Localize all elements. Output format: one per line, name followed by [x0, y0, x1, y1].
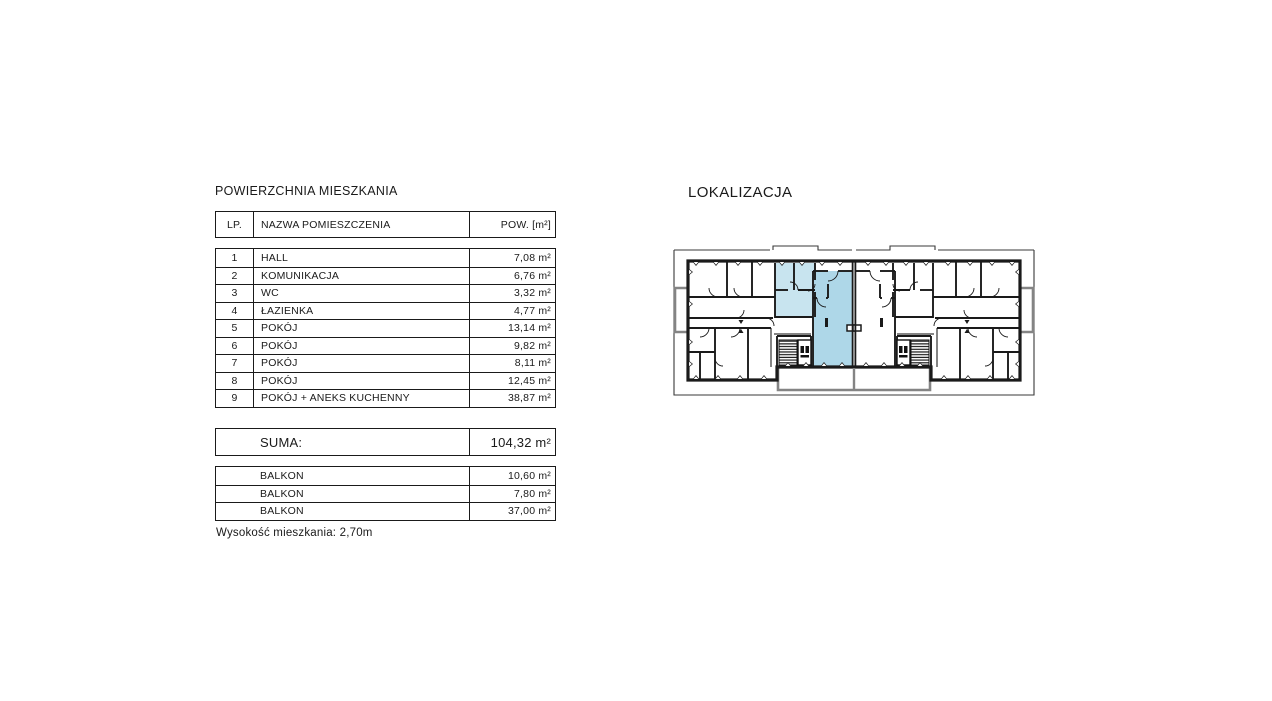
- suma-value: 104,32 m²: [490, 434, 551, 450]
- cell-area: 13,14 m²: [507, 322, 551, 335]
- cell-area: 9,82 m²: [514, 339, 551, 352]
- table-row: [216, 267, 555, 285]
- cell-name: ŁAZIENKA: [254, 303, 470, 320]
- balcony-name: BALKON: [216, 467, 470, 485]
- cell-lp: 2: [216, 268, 254, 285]
- location-title: LOKALIZACJA: [688, 184, 793, 201]
- area-table-body: [215, 248, 556, 408]
- table-row: [216, 319, 555, 337]
- cell-lp: 6: [216, 338, 254, 355]
- balcony-area: 7,80 m²: [514, 487, 551, 500]
- cell-name: WC: [254, 285, 470, 302]
- elevator: [798, 340, 811, 365]
- suma-row: [215, 428, 556, 456]
- table-row: [216, 354, 555, 372]
- building-footprint: [688, 261, 1020, 380]
- cell-name: POKÓJ: [254, 338, 470, 355]
- wall-stub: [825, 318, 828, 327]
- cell-area: 4,77 m²: [514, 304, 551, 317]
- balcony-area: 37,00 m²: [507, 505, 551, 518]
- table-row: [216, 302, 555, 320]
- balcony-name: BALKON: [216, 503, 470, 520]
- apartment-height-note: Wysokość mieszkania: 2,70m: [216, 527, 373, 539]
- suma-label: SUMA:: [216, 429, 470, 455]
- table-row: [216, 372, 555, 390]
- floor-plan: [670, 240, 1038, 398]
- stairwell: [779, 340, 811, 365]
- area-table-title: POWIERZCHNIA MIESZKANIA: [215, 184, 398, 198]
- balcony-area: 10,60 m²: [507, 469, 551, 482]
- cell-name: POKÓJ + ANEKS KUCHENNY: [254, 390, 470, 407]
- cell-area: 38,87 m²: [507, 392, 551, 405]
- header-cell-lp: LP.: [216, 212, 254, 237]
- table-row: [216, 389, 555, 407]
- cell-area: 12,45 m²: [507, 374, 551, 387]
- cell-lp: 5: [216, 320, 254, 337]
- cell-name: POKÓJ: [254, 355, 470, 372]
- balcony-row: [216, 467, 555, 485]
- cell-lp: 7: [216, 355, 254, 372]
- cell-lp: 1: [216, 249, 254, 267]
- balcony-row: [216, 502, 555, 520]
- cell-lp: 9: [216, 390, 254, 407]
- cell-lp: 3: [216, 285, 254, 302]
- cell-name: HALL: [254, 249, 470, 267]
- cell-lp: 4: [216, 303, 254, 320]
- cell-area: 8,11 m²: [514, 357, 551, 370]
- header-cell-area: POW. [m²]: [500, 218, 551, 231]
- balcony-name: BALKON: [216, 486, 470, 503]
- cell-name: POKÓJ: [254, 320, 470, 337]
- balcony-table: [215, 466, 556, 521]
- header-cell-name: NAZWA POMIESZCZENIA: [254, 212, 470, 237]
- cell-lp: 8: [216, 373, 254, 390]
- table-row: [216, 249, 555, 267]
- balcony-row: [216, 485, 555, 503]
- cell-name: POKÓJ: [254, 373, 470, 390]
- cell-name: KOMUNIKACJA: [254, 268, 470, 285]
- table-row: [216, 284, 555, 302]
- area-table-header: [215, 211, 556, 238]
- cell-area: 3,32 m²: [514, 287, 551, 300]
- cell-area: 6,76 m²: [514, 269, 551, 282]
- cell-area: 7,08 m²: [514, 251, 551, 264]
- table-row: [216, 337, 555, 355]
